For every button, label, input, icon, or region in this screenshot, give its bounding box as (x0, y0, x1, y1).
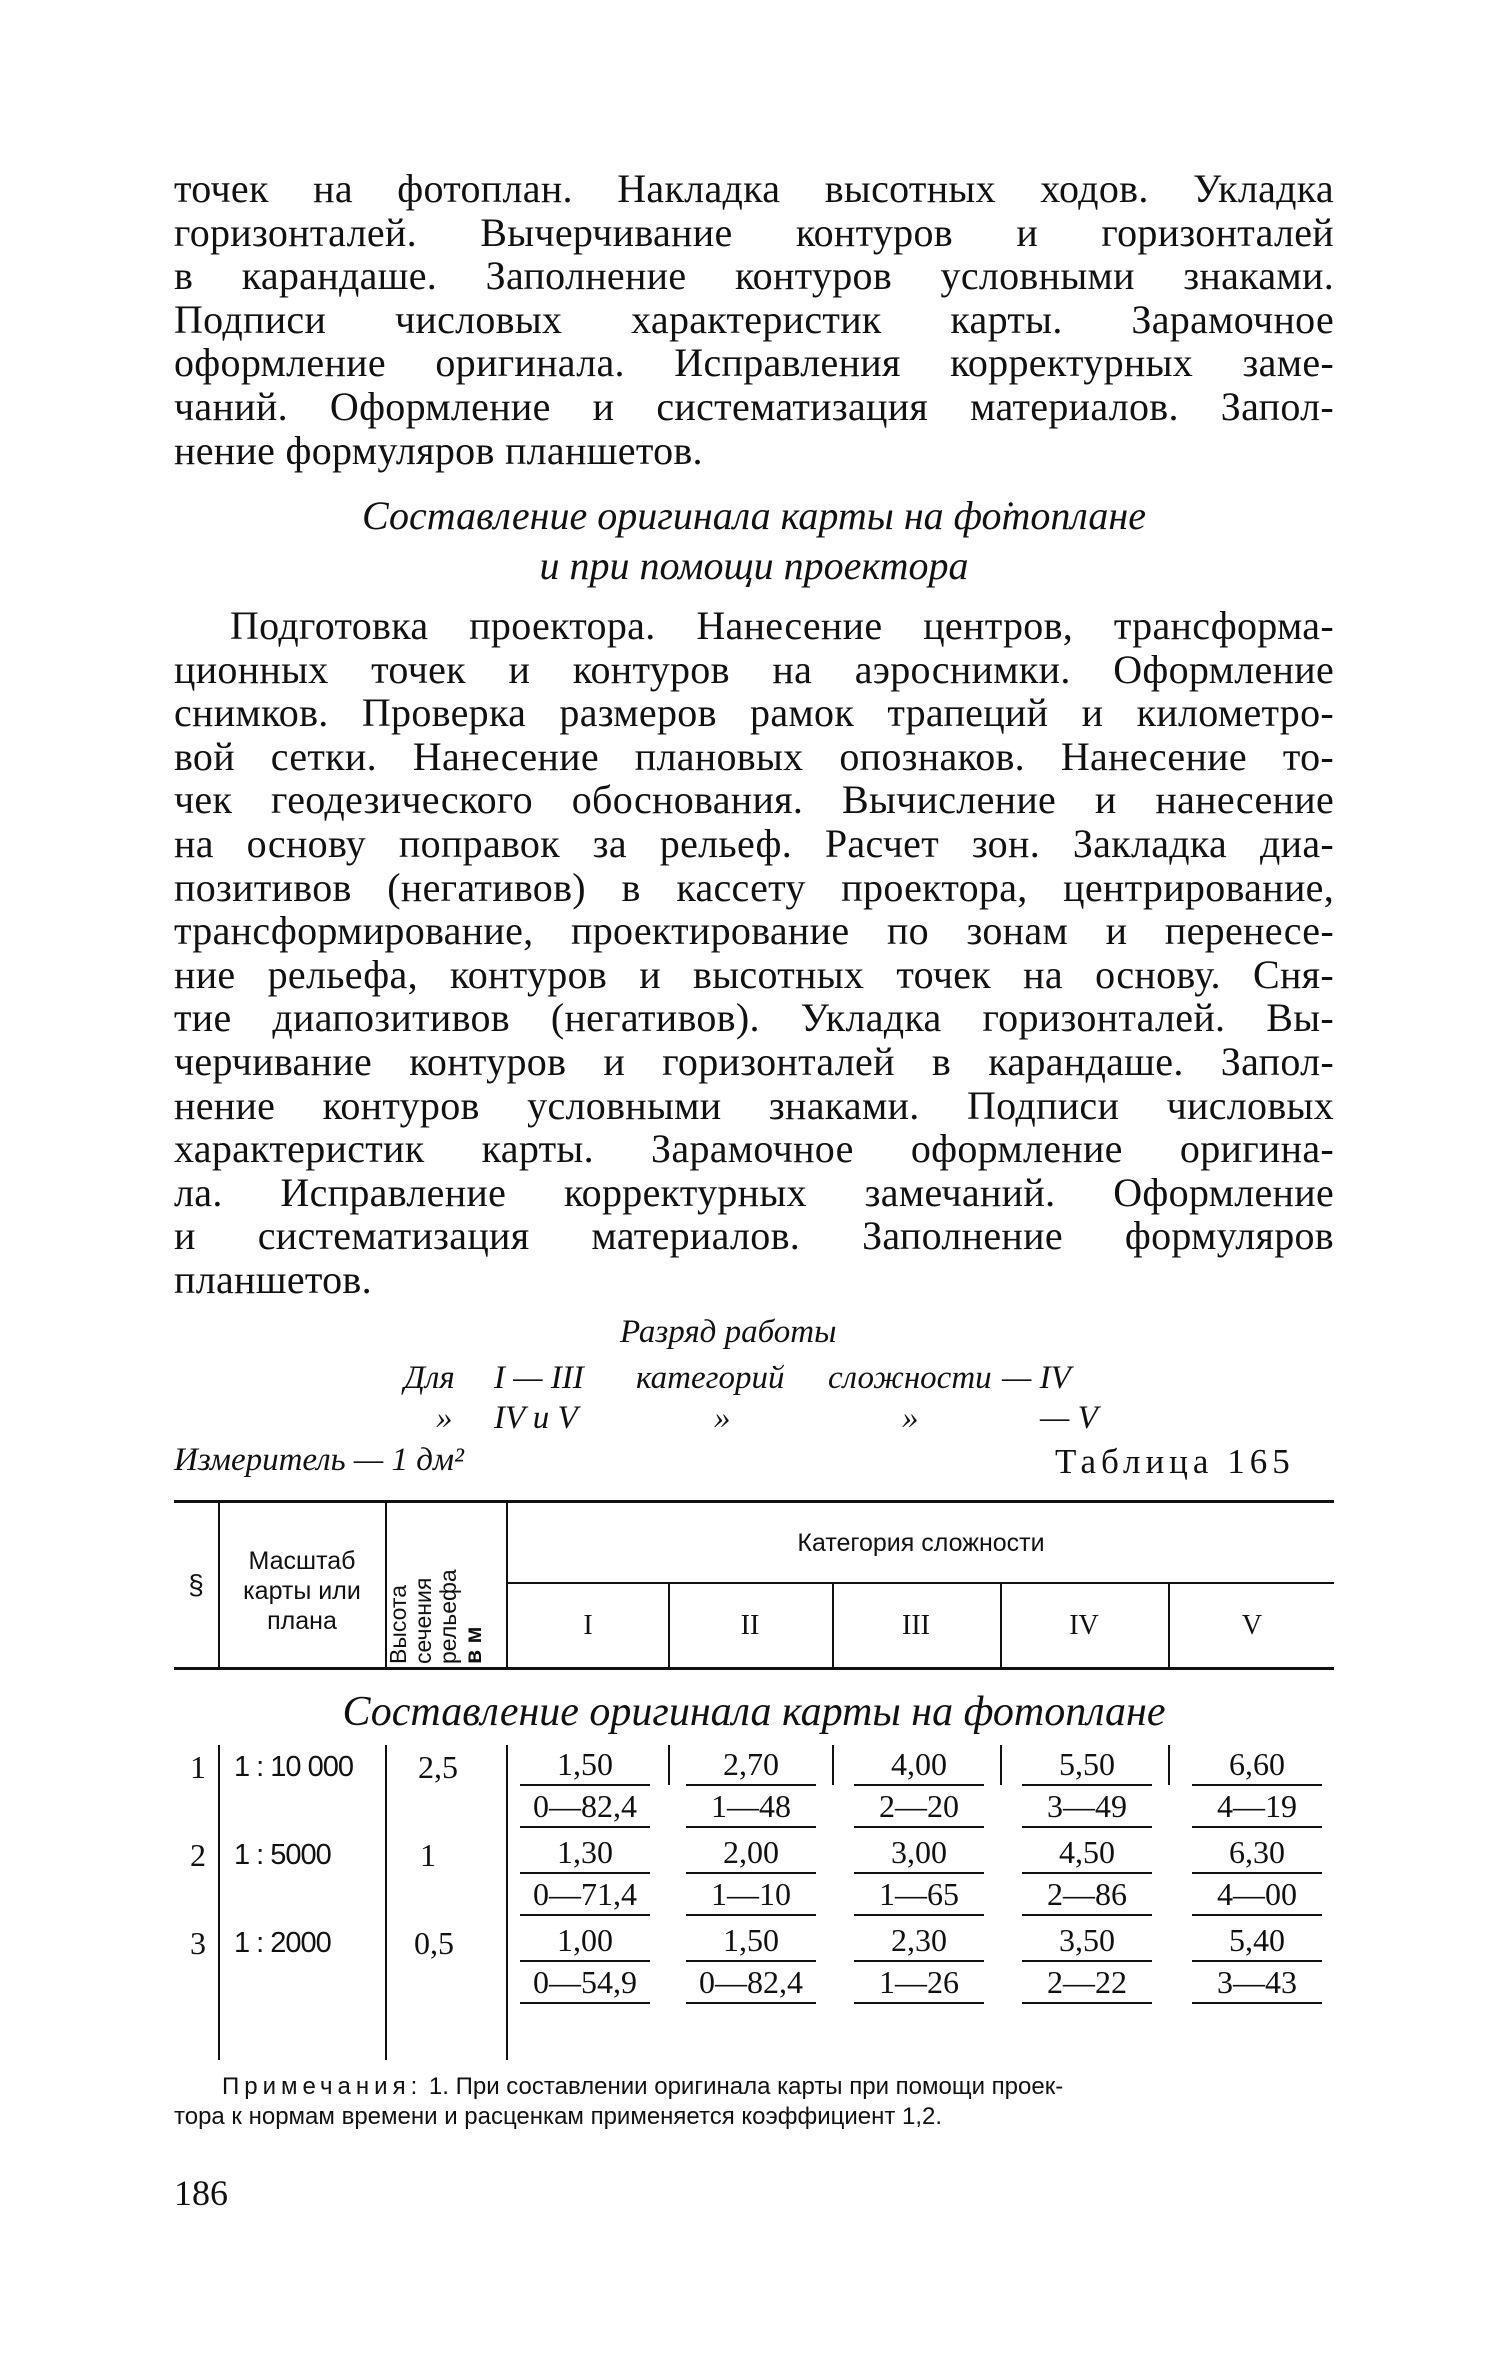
text-line: чаний. Оформление и систематизация материалов. Запол- (174, 383, 1334, 429)
paragraph-body (174, 604, 1334, 1302)
text-line: ние рельефа, контуров и высотных точек на основу. Сня- (174, 951, 1334, 997)
text-line: снимков. Проверка размеров рамок трапеций и километро- (174, 690, 1334, 736)
body-col-divider (1168, 1745, 1170, 1785)
text-line: Подготовка проектора. Нанесение центров, трансформа- (230, 603, 1334, 648)
text-line: черчивание контуров и горизонталей в карандаше. Запол- (174, 1038, 1334, 1084)
price: 0—54,9 (520, 1962, 650, 2004)
text-line: характеристик карты. Зарамочное оформление оригина- (174, 1126, 1334, 1172)
text-line: и систематизация материалов. Заполнение формуляров (174, 1213, 1334, 1259)
measure-unit: Измеритель — 1 дм² (174, 1442, 464, 1478)
time-norm: 1,00 (520, 1920, 650, 1962)
paragraph-intro (174, 167, 1334, 472)
table-label: Таблица 165 (1055, 1442, 1295, 1481)
rank-row1-col5: — IV (1002, 1360, 1071, 1396)
text-line: тие диапозитивов (негативов). Укладка горизонталей. Вы- (174, 995, 1334, 1041)
notes-label: Примечания: (222, 2073, 423, 2100)
rank-row2-col3: » (714, 1400, 731, 1436)
body-col-divider (385, 1745, 387, 2060)
body-col-divider (832, 1745, 834, 1785)
rank-row2-col1: » (436, 1400, 453, 1436)
col-divider (1000, 1584, 1002, 1667)
header-text-line: карты или (243, 1577, 361, 1605)
header-text-line: рельефа (435, 1569, 461, 1664)
rate-cell (520, 1920, 650, 2004)
time-norm: 1,30 (520, 1832, 650, 1874)
text-line: вой сетки. Нанесение плановых опознаков. Нанесение то- (174, 733, 1334, 779)
heading-line: и при помощи проектора (539, 543, 969, 588)
price: 2—20 (854, 1786, 984, 1828)
header-text-line: сечения (410, 1577, 436, 1664)
rate-cell (854, 1832, 984, 1916)
text-line: Подписи числовых характеристик карты. Зарамочное (174, 296, 1334, 342)
text-line: горизонталей. Вычерчивание контуров и горизонталей (174, 209, 1334, 255)
time-norm: 3,00 (854, 1832, 984, 1874)
time-norm: 2,30 (854, 1920, 984, 1962)
header-bottom-rule (174, 1667, 1334, 1670)
price: 1—26 (854, 1962, 984, 2004)
price: 2—86 (1022, 1874, 1152, 1916)
rate-cell (1192, 1920, 1322, 2004)
body-col-divider (668, 1745, 670, 1785)
time-norm: 5,40 (1192, 1920, 1322, 1962)
text-line: трансформирование, проектирование по зонам и перенесе- (174, 908, 1334, 954)
rank-title: Разряд работы (620, 1314, 837, 1350)
col-divider (832, 1584, 834, 1667)
row-scale: 1 : 2000 (234, 1927, 331, 1959)
category-label: III (902, 1610, 930, 1641)
row-height: 0,5 (414, 1925, 454, 1961)
rate-cell (1192, 1832, 1322, 1916)
price: 4—19 (1192, 1786, 1322, 1828)
text-line: в карандаше. Заполнение контуров условными знаками. (174, 253, 1334, 299)
price: 0—82,4 (686, 1962, 816, 2004)
col-divider (506, 1502, 508, 1667)
rank-row2-col4: » (902, 1400, 919, 1436)
row-section: 1 (190, 1749, 206, 1785)
price: 1—48 (686, 1786, 816, 1828)
text-line: точек на фотоплан. Накладка высотных ходов. Укладка (174, 166, 1334, 211)
table-top-rule (174, 1500, 1334, 1503)
text-line: оформление оригинала. Исправления корректурных заме- (174, 340, 1334, 386)
row-scale: 1 : 5000 (234, 1839, 331, 1871)
rank-row1-col1: Для (404, 1360, 455, 1396)
table-subheading: Составление оригинала карты на фотоплане (342, 1689, 1166, 1735)
row-height: 1 (420, 1837, 436, 1873)
text-line: планшетов. (174, 1256, 372, 1302)
rank-row1-col2: I — III (494, 1360, 584, 1396)
col-divider (1168, 1584, 1170, 1667)
time-norm: 6,60 (1192, 1744, 1322, 1786)
time-norm: 3,50 (1022, 1920, 1152, 1962)
rate-cell (520, 1832, 650, 1916)
body-col-divider (506, 1745, 508, 2060)
text-line: ционных точек и контуров на аэроснимки. Оформление (174, 646, 1334, 692)
table-notes (174, 2072, 1332, 2132)
price: 2—22 (1022, 1962, 1152, 2004)
time-norm: 2,00 (686, 1832, 816, 1874)
time-norm: 2,70 (686, 1744, 816, 1786)
time-norm: 6,30 (1192, 1832, 1322, 1874)
price: 0—71,4 (520, 1874, 650, 1916)
row-scale: 1 : 10 000 (234, 1751, 353, 1783)
row-section: 3 (190, 1925, 206, 1961)
time-norm: 4,50 (1022, 1832, 1152, 1874)
category-label: I (583, 1610, 593, 1641)
rank-row1-col4: сложности (828, 1360, 992, 1396)
text-line: чек геодезического обоснования. Вычисление и нанесение (174, 777, 1334, 823)
body-col-divider (218, 1745, 220, 2060)
category-rule (508, 1582, 1334, 1584)
rate-cell (1022, 1832, 1152, 1916)
page-number: 186 (174, 2173, 228, 2213)
rate-cell (854, 1744, 984, 1828)
rate-cell (1022, 1744, 1152, 1828)
rate-cell (854, 1920, 984, 2004)
col-divider (668, 1584, 670, 1667)
text-line: на основу поправок за рельеф. Расчет зон. Закладка диа- (174, 820, 1334, 866)
row-section: 2 (190, 1837, 206, 1873)
price: 3—43 (1192, 1962, 1322, 2004)
time-norm: 5,50 (1022, 1744, 1152, 1786)
notes-line: тора к нормам времени и расценкам применяется коэффициент 1,2. (174, 2103, 943, 2130)
col-header-scale (220, 1546, 384, 1636)
rate-cell (1192, 1744, 1322, 1828)
rate-cell (686, 1744, 816, 1828)
text-line: нение формуляров планшетов. (174, 427, 703, 473)
price: 4—00 (1192, 1874, 1322, 1916)
col-header-section: § (188, 1569, 204, 1600)
col-header-height (386, 1569, 486, 1664)
price: 1—10 (686, 1874, 816, 1916)
time-norm: 1,50 (686, 1920, 816, 1962)
text-line: позитивов (негативов) в кассету проектора, центрирование, (174, 864, 1334, 910)
price: 0—82,4 (520, 1786, 650, 1828)
time-norm: 1,50 (520, 1744, 650, 1786)
category-label: IV (1069, 1610, 1099, 1641)
category-label: V (1241, 1610, 1263, 1641)
row-height: 2,5 (418, 1749, 458, 1785)
body-col-divider (1000, 1745, 1002, 1785)
rate-cell (520, 1744, 650, 1828)
notes-text: 1. При составлении оригинала карты при помощи проек- (428, 2073, 1064, 2100)
category-header: Категория сложности (797, 1529, 1045, 1557)
price: 3—49 (1022, 1786, 1152, 1828)
category-label: II (740, 1610, 760, 1641)
header-text-line: в м (460, 1626, 486, 1664)
notes-line (222, 2072, 1332, 2102)
header-text-line: Высота (385, 1585, 411, 1664)
rank-row2-col2: IV и V (494, 1400, 578, 1436)
heading-line: Составление оригинала карты на фо̇топлане (362, 493, 1146, 538)
rank-row1-col3: категорий (636, 1360, 785, 1396)
rate-cell (1022, 1920, 1152, 2004)
rate-cell (686, 1832, 816, 1916)
text-line: ла. Исправление корректурных замечаний. Оформление (174, 1169, 1334, 1215)
header-text-line: Масштаб (248, 1547, 356, 1575)
header-text-line: плана (267, 1607, 337, 1635)
rank-row2-col5: — V (1040, 1400, 1098, 1436)
time-norm: 4,00 (854, 1744, 984, 1786)
price: 1—65 (854, 1874, 984, 1916)
rate-cell (686, 1920, 816, 2004)
section-heading (174, 491, 1334, 591)
text-line: нение контуров условными знаками. Подписи числовых (174, 1082, 1334, 1128)
